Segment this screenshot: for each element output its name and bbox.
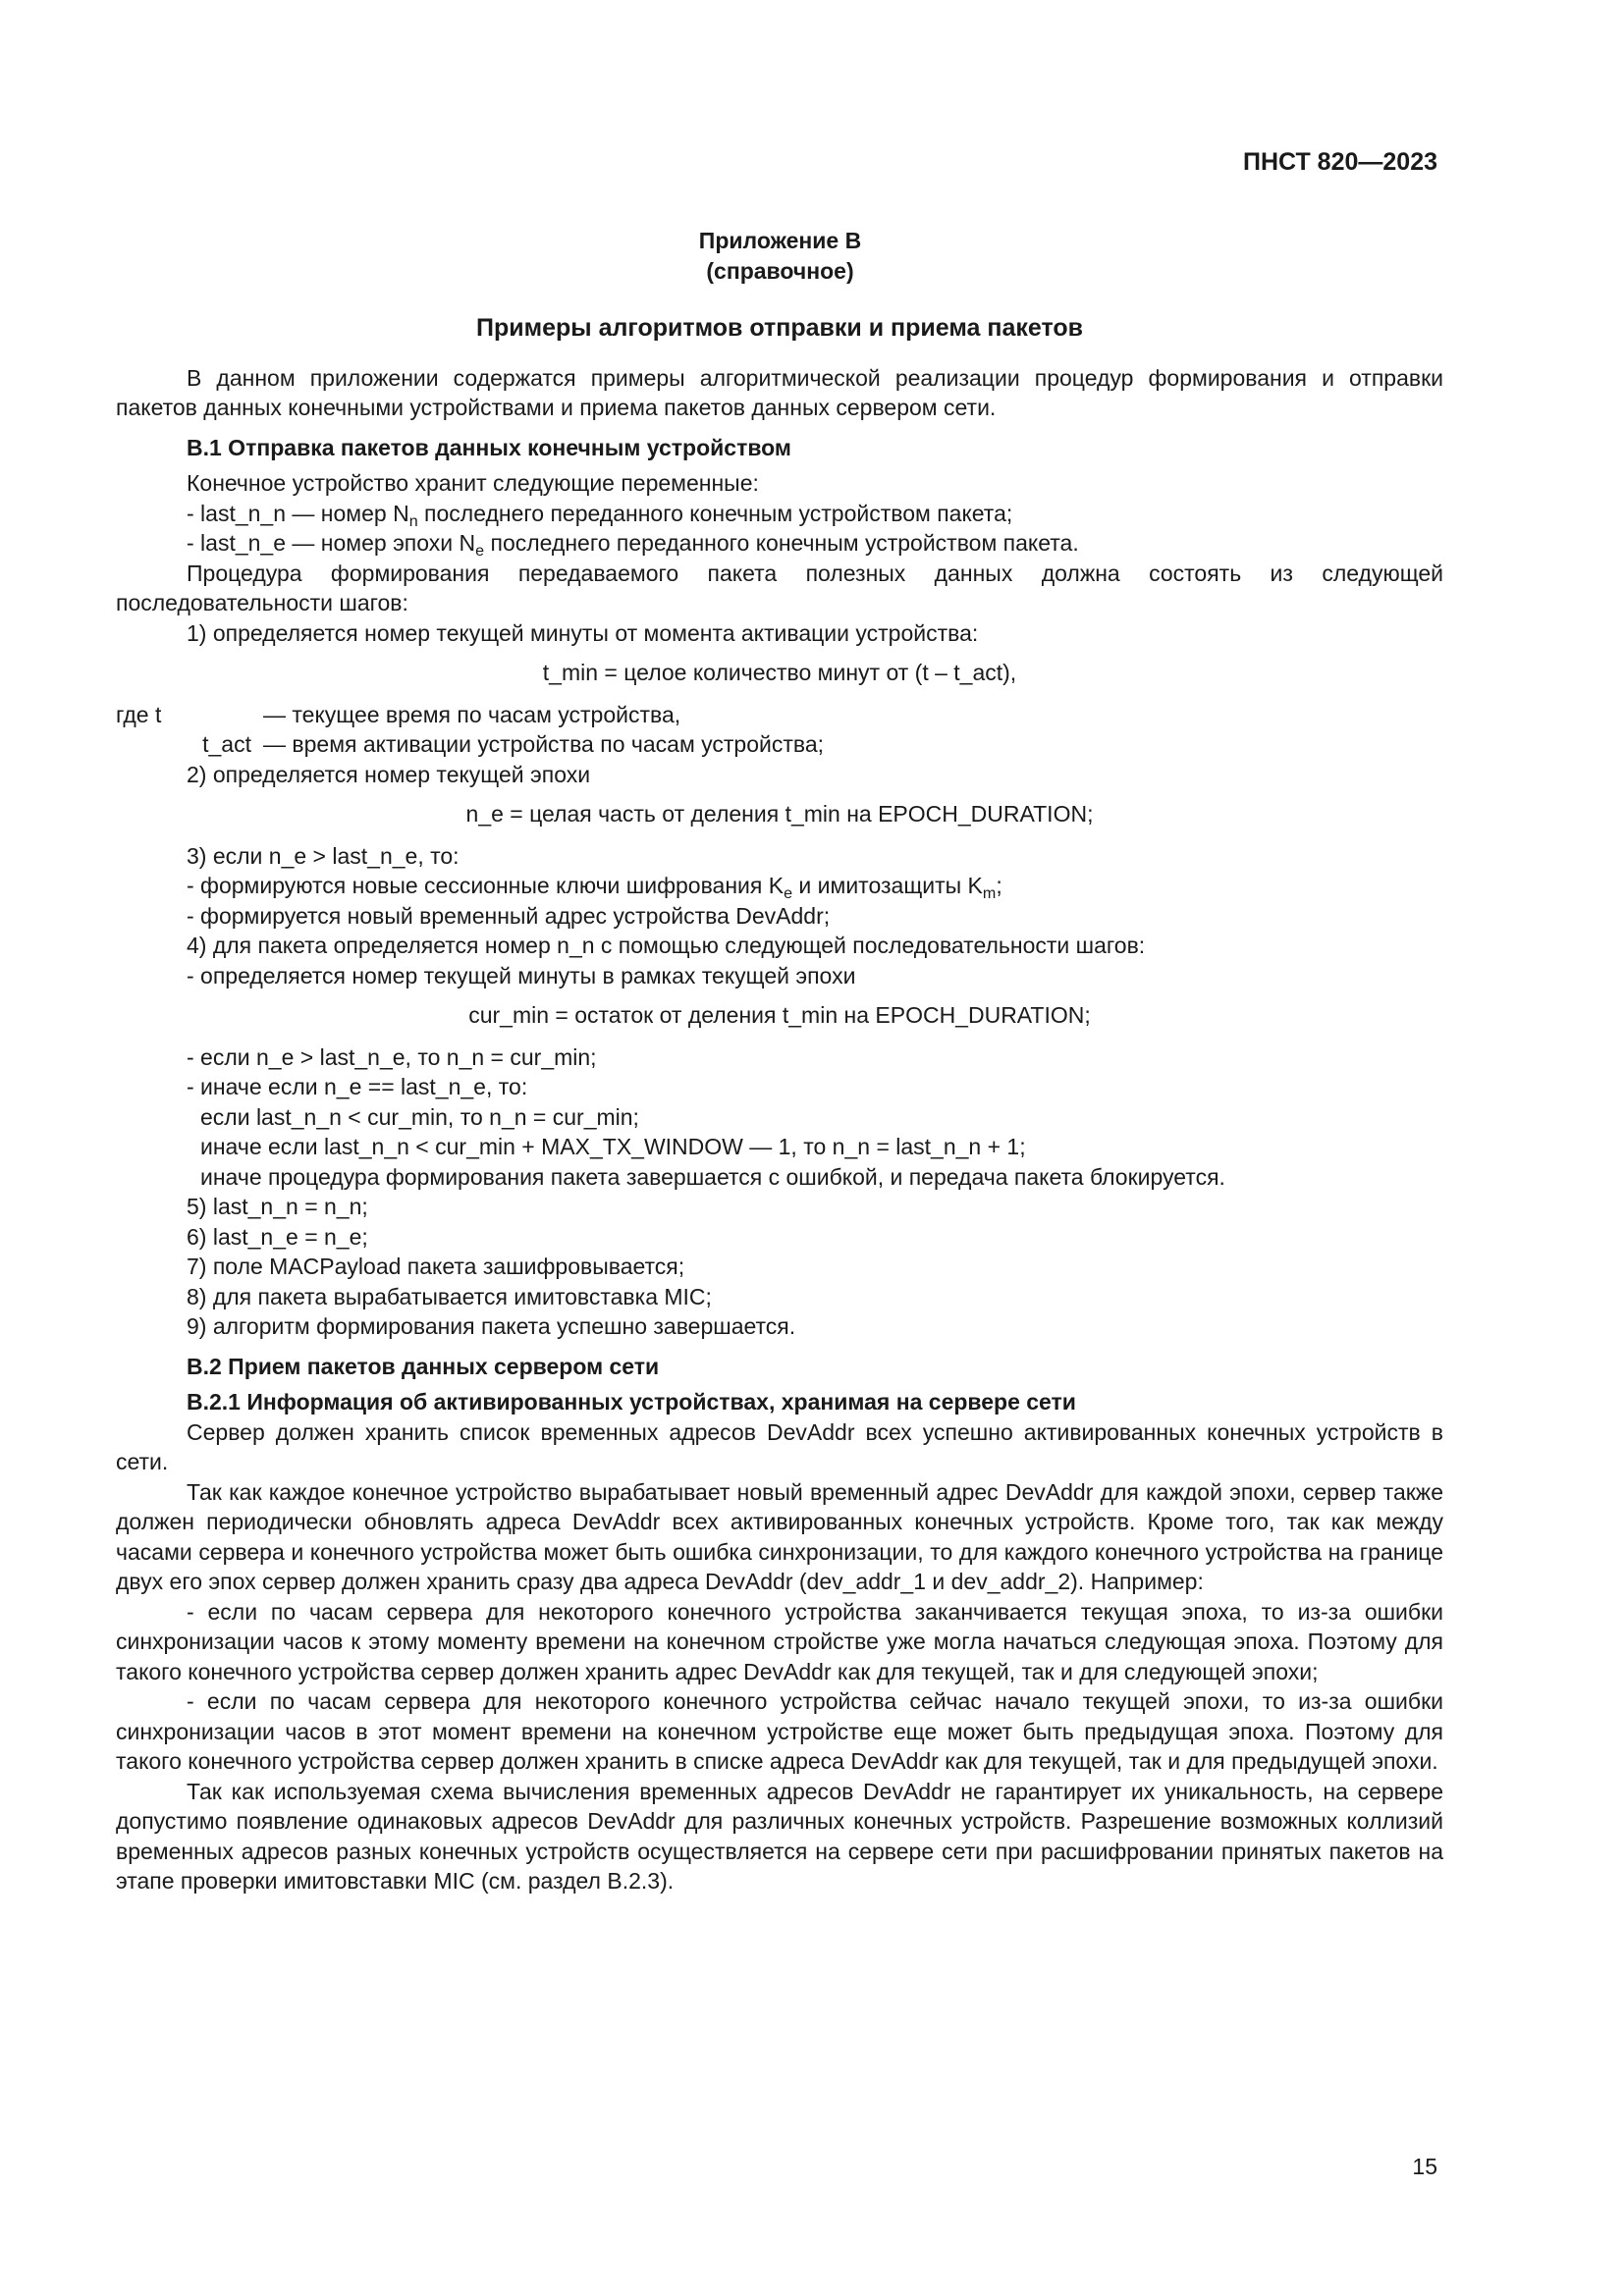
page-content [116, 226, 1443, 1896]
formula-t-min: t_min = целое количество минут от (t – t_act), [542, 660, 1017, 685]
step-4-c2: иначе если last_n_n < cur_min + MAX_TX_WINDOW — 1, то n_n = last_n_n + 1; [200, 1134, 1026, 1159]
step-4-c3: иначе процедура формирования пакета завершается с ошибкой, и передача пакета блокируется. [200, 1163, 1225, 1190]
b21-paragraph-3: - если по часам сервера для некоторого конечного устройства заканчивается текущая эпоха, то из-за ошибки синхронизации часов к этому моменту времени на конечном стройстве уже могла начаться следующая эпоха. Поэтому для такого конечного устройства сервер должен хранить адрес DevAddr как для текущей, так и для следующей эпохи; [116, 1598, 1443, 1684]
b21-paragraph-2: Так как каждое конечное устройство вырабатывает новый временный адрес DevAddr для каждой эпохи, сервер также должен периодически обновлять адреса DevAddr всех активированных конечных устройств. Кроме того, так как между часами сервера и конечного устройства может быть ошибка синхронизации, то для каждого конечного устройства на границе двух его эпох сервер должен хранить сразу два адреса DevAddr (dev_addr_1 и dev_addr_2). Например: [116, 1478, 1443, 1594]
procedure-paragraph: Процедура формирования передаваемого пакета полезных данных должна состоять из следующей последовательности шагов: [116, 560, 1443, 615]
formula-n-e: n_e = целая часть от деления t_min на EPOCH_DURATION; [465, 801, 1094, 827]
formula-cur-min: cur_min = остаток от деления t_min на EPOCH_DURATION; [468, 1002, 1091, 1028]
where-t-symbol: где t [116, 701, 162, 727]
b21-paragraph-5: Так как используемая схема вычисления временных адресов DevAddr не гарантирует их уникальность, на сервере допустимо появление одинаковых адресов DevAddr для различных конечных устройств. Разрешение возможных коллизий временных адресов разных конечных устройств осуществляется на сервере сети при расшифровании принятых пакетов на этапе проверки имитовставки MIC (см. раздел В.2.3). [116, 1778, 1443, 1894]
step-3-devaddr: - формируется новый временный адрес устройства DevAddr; [187, 902, 831, 929]
vars-intro: Конечное устройство хранит следующие переменные: [187, 470, 759, 496]
step-6: 6) last_n_e = n_e; [187, 1223, 368, 1250]
intro-paragraph: В данном приложении содержатся примеры алгоритмической реализации процедур формирования и отправки пакетов данных конечными устройствами и приема пакетов данных сервером сети. [116, 364, 1443, 420]
where-t [116, 700, 1443, 730]
where-t-act [116, 729, 1443, 760]
where-t-description: — текущее время по часам устройства, [263, 701, 681, 727]
step-4-c: - иначе если n_e == last_n_e, то: [187, 1074, 528, 1099]
appendix-title: Приложение В [698, 228, 862, 253]
page-number: 15 [1412, 2154, 1437, 2179]
step-3-keys [116, 871, 1443, 901]
key-m-sub: m [982, 884, 997, 902]
step-3-keys-text: - формируются новые сессионные ключи шифрования K [187, 873, 785, 898]
key-e-sub: e [784, 884, 793, 902]
step-4-c1: если last_n_n < cur_min, то n_n = cur_min; [200, 1103, 639, 1130]
step-1: 1) определяется номер текущей минуты от момента активации устройства: [187, 619, 979, 646]
document-code: ПНСТ 820—2023 [1243, 148, 1437, 176]
b21-paragraph-4: - если по часам сервера для некоторого конечного устройства сейчас начало текущей эпохи, то из-за ошибки синхронизации часов в этот момент времени на конечном устройстве еще может быть предыдущая эпоха. Поэтому для такого конечного устройства сервер должен хранить в списке адреса DevAddr как для текущей, так и для предыдущей эпохи. [116, 1688, 1443, 1774]
step-2: 2) определяется номер текущей эпохи [187, 761, 591, 787]
var-last-n-e-rest: последнего переданного конечным устройством пакета. [484, 530, 1079, 556]
section-b1-heading: В.1 Отправка пакетов данных конечным устройством [187, 434, 791, 460]
appendix-subtitle: (справочное) [706, 257, 854, 284]
step-4-a: - определяется номер текущей минуты в рамках текущей эпохи [187, 962, 856, 988]
step-7: 7) поле MACPayload пакета зашифровывается; [187, 1254, 685, 1279]
step-9: 9) алгоритм формирования пакета успешно завершается. [187, 1313, 796, 1339]
where-t-act-description: — время активации устройства по часам устройства; [263, 731, 825, 757]
var-last-n-n [116, 499, 1443, 529]
where-t-act-symbol: t_act [202, 731, 251, 757]
step-4: 4) для пакета определяется номер n_n с помощью следующей последовательности шагов: [187, 933, 1146, 958]
var-last-n-n-sub: n [408, 511, 418, 530]
var-last-n-n-rest: последнего переданного конечным устройством пакета; [417, 500, 1013, 526]
var-last-n-e [116, 528, 1443, 559]
step-4-b: - если n_e > last_n_e, то n_n = cur_min; [187, 1043, 597, 1070]
section-b21-heading: В.2.1 Информация об активированных устройствах, хранимая на сервере сети [187, 1389, 1076, 1415]
var-last-n-e-sub: e [475, 542, 485, 560]
appendix-heading: Примеры алгоритмов отправки и приема пакетов [476, 314, 1083, 342]
step-8: 8) для пакета вырабатывается имитовставка MIC; [187, 1283, 712, 1309]
section-b2-heading: В.2 Прием пакетов данных сервером сети [187, 1353, 660, 1379]
b21-paragraph-1: Сервер должен хранить список временных адресов DevAddr всех успешно активированных конечных устройств в сети. [116, 1418, 1443, 1474]
step-5: 5) last_n_n = n_n; [187, 1194, 368, 1219]
var-last-n-n-text: - last_n_n — номер N [187, 500, 409, 526]
var-last-n-e-text: - last_n_e — номер эпохи N [187, 530, 476, 556]
step-3-keys-end: ; [996, 873, 1002, 898]
step-3: 3) если n_e > last_n_e, то: [187, 842, 460, 869]
step-3-keys-mid: и имитозащиты K [792, 873, 983, 898]
